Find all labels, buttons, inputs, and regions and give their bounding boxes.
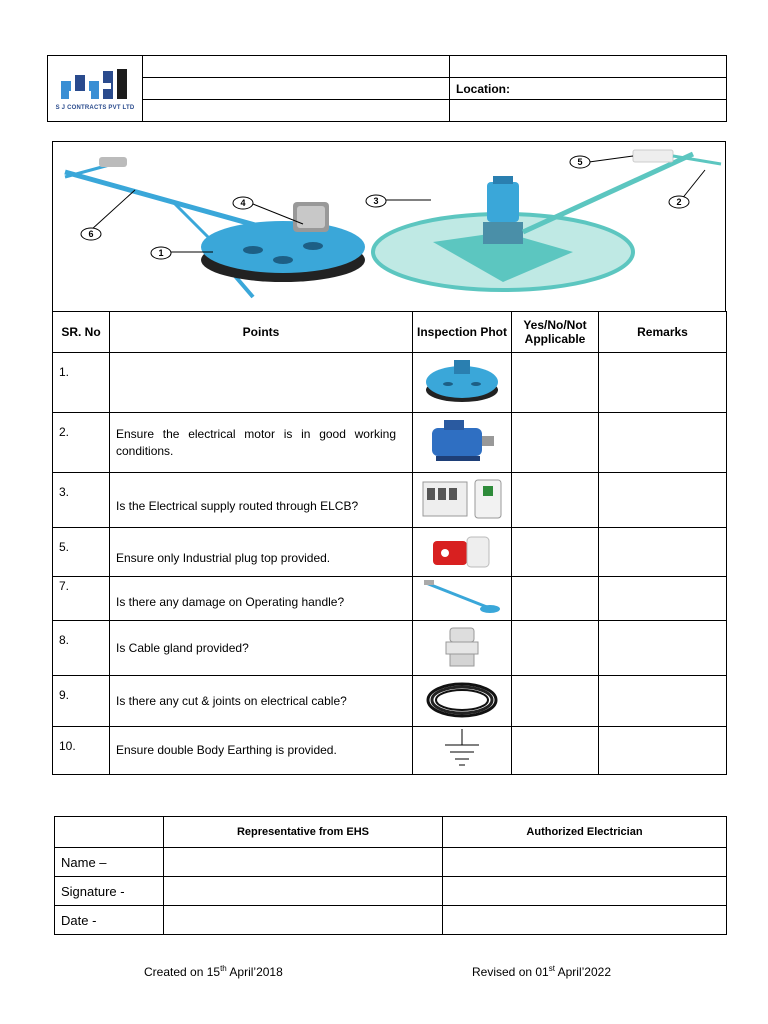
signoff-row <box>55 906 727 935</box>
remarks-cell[interactable] <box>599 473 727 528</box>
header-table <box>47 55 727 122</box>
name-label: Name – <box>55 848 164 877</box>
inspection-table <box>52 311 727 775</box>
point-text: Ensure the electrical motor is in good working conditions. <box>110 413 413 473</box>
header-cell <box>143 100 450 122</box>
elcb-switch-icon <box>413 473 512 528</box>
earth-ground-icon <box>413 727 512 775</box>
header-cell <box>143 56 450 78</box>
remarks-cell[interactable] <box>599 577 727 621</box>
signature-label: Signature - <box>55 877 164 906</box>
ehs-signature-field[interactable] <box>164 877 443 906</box>
remarks-cell[interactable] <box>599 676 727 727</box>
yes-no-cell[interactable] <box>512 727 599 775</box>
yes-no-cell[interactable] <box>512 473 599 528</box>
header-points: Points <box>110 312 413 353</box>
yes-no-cell[interactable] <box>512 577 599 621</box>
header-yes-no: Yes/No/Not Applicable <box>512 312 599 353</box>
sr-no: 10. <box>53 727 110 775</box>
header-cell <box>143 78 450 100</box>
point-text <box>110 353 413 413</box>
table-row <box>53 621 727 676</box>
cable-gland-icon <box>413 621 512 676</box>
sr-no: 3. <box>53 473 110 528</box>
callout-6: 6 <box>88 229 94 239</box>
callout-5: 5 <box>577 157 583 167</box>
location-label: Location: <box>450 78 727 100</box>
header-photo: Inspection Phot <box>413 312 512 353</box>
header-ehs-rep: Representative from EHS <box>164 817 443 848</box>
electrician-signature-field[interactable] <box>443 877 727 906</box>
remarks-cell[interactable] <box>599 727 727 775</box>
signoff-table <box>54 816 727 935</box>
ehs-date-field[interactable] <box>164 906 443 935</box>
signoff-blank-header <box>55 817 164 848</box>
industrial-plug-icon <box>413 528 512 577</box>
electrician-date-field[interactable] <box>443 906 727 935</box>
callout-2: 2 <box>676 197 682 207</box>
callout-3: 3 <box>373 196 379 206</box>
operating-handle-icon <box>413 577 512 621</box>
machine-diagram <box>52 141 726 312</box>
created-date: Created on 15th April’2018 <box>144 964 283 979</box>
signoff-row <box>55 848 727 877</box>
table-row <box>53 577 727 621</box>
electric-motor-icon <box>413 413 512 473</box>
table-row <box>53 528 727 577</box>
table-row <box>53 727 727 775</box>
cable-coil-icon <box>413 676 512 727</box>
table-row <box>53 413 727 473</box>
header-electrician: Authorized Electrician <box>443 817 727 848</box>
point-text: Is there any cut & joints on electrical cable? <box>110 676 413 727</box>
callout-1: 1 <box>158 248 164 258</box>
revised-date: Revised on 01st April’2022 <box>472 964 611 979</box>
date-label: Date - <box>55 906 164 935</box>
point-text: Ensure only Industrial plug top provided. <box>110 528 413 577</box>
remarks-cell[interactable] <box>599 528 727 577</box>
point-text: Ensure double Body Earthing is provided. <box>110 727 413 775</box>
sr-no: 7. <box>53 577 110 621</box>
remarks-cell[interactable] <box>599 353 727 413</box>
point-text: Is Cable gland provided? <box>110 621 413 676</box>
callout-4: 4 <box>240 198 246 208</box>
yes-no-cell[interactable] <box>512 413 599 473</box>
sr-no: 1. <box>53 353 110 413</box>
point-text: Is there any damage on Operating handle? <box>110 577 413 621</box>
trowel-base-icon <box>413 353 512 413</box>
header-sr-no: SR. No <box>53 312 110 353</box>
point-text: Is the Electrical supply routed through ELCB? <box>110 473 413 528</box>
company-logo <box>48 56 143 122</box>
yes-no-cell[interactable] <box>512 353 599 413</box>
signoff-row <box>55 877 727 906</box>
table-row <box>53 353 727 413</box>
header-cell <box>450 56 727 78</box>
ehs-name-field[interactable] <box>164 848 443 877</box>
electrician-name-field[interactable] <box>443 848 727 877</box>
sr-no: 8. <box>53 621 110 676</box>
yes-no-cell[interactable] <box>512 621 599 676</box>
sr-no: 5. <box>53 528 110 577</box>
sj-logo-icon <box>55 67 135 101</box>
header-remarks: Remarks <box>599 312 727 353</box>
logo-text: S J CONTRACTS PVT LTD <box>55 104 135 111</box>
sr-no: 2. <box>53 413 110 473</box>
table-row <box>53 676 727 727</box>
remarks-cell[interactable] <box>599 413 727 473</box>
remarks-cell[interactable] <box>599 621 727 676</box>
yes-no-cell[interactable] <box>512 676 599 727</box>
yes-no-cell[interactable] <box>512 528 599 577</box>
power-trowel-diagram-icon <box>53 142 725 312</box>
table-row <box>53 473 727 528</box>
sr-no: 9. <box>53 676 110 727</box>
header-cell <box>450 100 727 122</box>
